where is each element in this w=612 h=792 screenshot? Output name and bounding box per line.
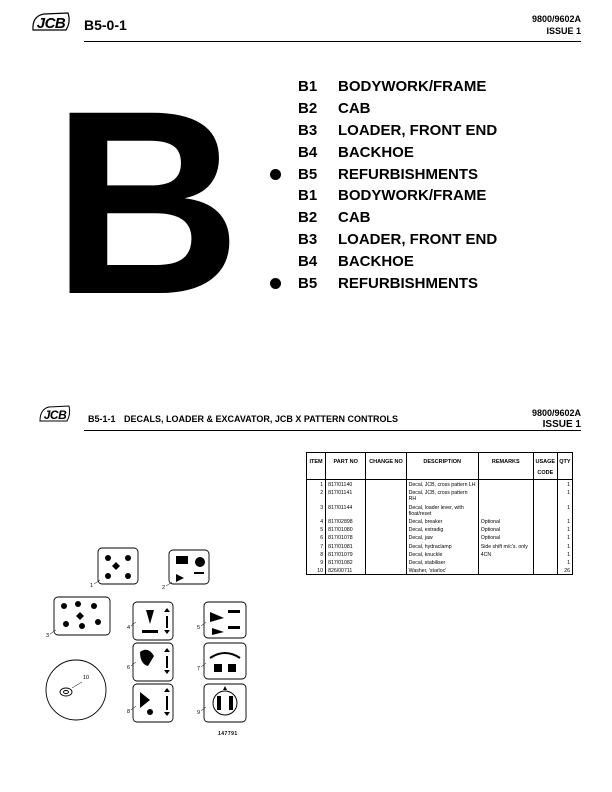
cell-usage-code: [533, 517, 557, 525]
jcb-logo: [38, 404, 72, 426]
cell-description: Decal, hydraclamp: [406, 542, 478, 550]
cell-usage-code: [533, 480, 557, 489]
cell-qty: 1: [557, 525, 572, 533]
contents-item-code: B5: [298, 274, 318, 292]
column-header-description: DESCRIPTION: [406, 453, 478, 480]
cell-item: 2: [307, 488, 326, 502]
current-section-bullet-icon: [270, 278, 281, 289]
cell-change-no: [366, 542, 406, 550]
column-header-usage-code: USAGE CODE: [533, 453, 557, 480]
cell-change-no: [366, 558, 406, 566]
cell-change-no: [366, 533, 406, 541]
column-header-part-no: PART NO: [326, 453, 366, 480]
contents-item-code: B4: [298, 252, 318, 270]
cell-description: Washer, 'starloc': [406, 566, 478, 575]
cell-remarks: [478, 566, 533, 575]
callout-number: 9: [197, 710, 201, 716]
parts-table-header: [307, 453, 573, 480]
table-row: [307, 503, 573, 517]
cell-qty: 1: [557, 517, 572, 525]
cell-remarks: [478, 503, 533, 517]
contents-item: [298, 141, 497, 163]
washer-hole: [60, 688, 72, 696]
contents-item-title: BODYWORK/FRAME: [338, 78, 487, 96]
table-row: [307, 566, 573, 575]
cell-usage-code: [533, 525, 557, 533]
header-rule: [84, 41, 581, 42]
cell-item: 5: [307, 525, 326, 533]
contents-item-code: B3: [298, 121, 318, 139]
cell-change-no: [366, 488, 406, 502]
decal-4-symbols: [142, 608, 170, 634]
cell-qty: 1: [557, 488, 572, 502]
cell-change-no: [366, 550, 406, 558]
cell-description: Decal, extradig: [406, 525, 478, 533]
cell-part-no: 817/01078: [326, 533, 366, 541]
decal-2-symbols: [176, 556, 205, 582]
contents-item: [298, 163, 497, 185]
table-row: [307, 517, 573, 525]
contents-item-code: B2: [298, 100, 318, 118]
contents-item-code: B3: [298, 230, 318, 248]
contents-item-title: LOADER, FRONT END: [338, 230, 498, 248]
cell-qty: 1: [557, 558, 572, 566]
table-row: [307, 550, 573, 558]
cell-qty: 1: [557, 503, 572, 517]
contents-item-title: REFURBISHMENTS: [338, 274, 479, 292]
callout-number: 3: [46, 633, 50, 639]
callout-number: 2: [162, 585, 166, 591]
cell-description: Decal, breaker: [406, 517, 478, 525]
cell-usage-code: [533, 503, 557, 517]
cell-part-no: 817/01144: [326, 503, 366, 517]
section-contents-list: [298, 76, 497, 294]
contents-item: [298, 272, 497, 294]
cell-change-no: [366, 503, 406, 517]
contents-item-code: B4: [298, 143, 318, 161]
contents-item-code: B5: [298, 165, 318, 183]
contents-item-title: LOADER, FRONT END: [338, 121, 498, 139]
cell-part-no: 817/01082: [326, 558, 366, 566]
cell-remarks: Optional: [478, 525, 533, 533]
cell-item: 7: [307, 542, 326, 550]
callout-numbers: [46, 583, 200, 716]
parts-section-title: DECALS, LOADER & EXCAVATOR, JCB X PATTERN CONTROLS: [124, 414, 399, 424]
jcb-logo-text: JCB: [43, 408, 67, 422]
page-code: B5-0-1: [84, 17, 127, 33]
table-row: [307, 558, 573, 566]
cell-change-no: [366, 525, 406, 533]
cell-item: 1: [307, 480, 326, 489]
contents-item: [298, 120, 497, 142]
cell-description: Decal, knuckle: [406, 550, 478, 558]
callout-number: 8: [127, 709, 131, 715]
column-header-change-no: CHANGE NO: [366, 453, 406, 480]
cell-usage-code: [533, 533, 557, 541]
table-row: [307, 488, 573, 502]
contents-item-title: REFURBISHMENTS: [338, 165, 479, 183]
section-rule: [84, 430, 581, 431]
cell-description: Decal, stabiliser: [406, 558, 478, 566]
current-section-bullet-icon: [270, 169, 281, 180]
cell-remarks: [478, 558, 533, 566]
cell-item: 10: [307, 566, 326, 575]
contents-item: [298, 76, 497, 98]
cell-qty: 1: [557, 550, 572, 558]
cell-remarks: Optional: [478, 517, 533, 525]
document-number: 9800/9602A: [531, 408, 581, 418]
decal-layout-illustration: [36, 540, 276, 740]
cell-item: 4: [307, 517, 326, 525]
document-reference: [532, 407, 581, 431]
column-header-qty: QTY: [557, 453, 572, 480]
cell-qty: 1: [557, 542, 572, 550]
cell-description: Decal, loader lever, with float/reset: [406, 503, 478, 517]
parts-section-heading: [88, 414, 398, 424]
cell-item: 8: [307, 550, 326, 558]
cell-item: 9: [307, 558, 326, 566]
callout-number: 1: [90, 583, 94, 589]
cell-usage-code: [533, 558, 557, 566]
cell-usage-code: [533, 488, 557, 502]
contents-item-title: BODYWORK/FRAME: [338, 187, 487, 205]
contents-item-title: BACKHOE: [338, 252, 414, 270]
cell-qty: 26: [557, 566, 572, 575]
washer-outline: [46, 660, 106, 720]
cell-remarks: [478, 488, 533, 502]
cell-qty: 1: [557, 480, 572, 489]
contents-item-code: B1: [298, 187, 318, 205]
callout-number: 5: [197, 625, 201, 631]
callout-number: 4: [127, 625, 131, 631]
decal-3-symbols: [61, 601, 101, 629]
figure-number: 147791: [218, 731, 238, 737]
decal-2-outline: [169, 550, 209, 584]
column-header-item: ITEM: [307, 453, 326, 480]
cell-description: Decal, jaw: [406, 533, 478, 541]
cell-remarks: Optional: [478, 533, 533, 541]
contents-item-title: CAB: [338, 100, 371, 118]
cell-item: 6: [307, 533, 326, 541]
decal-6-symbols: [140, 648, 170, 674]
decal-7-symbols: [210, 653, 240, 672]
cell-change-no: [366, 517, 406, 525]
callout-number: 10: [83, 675, 90, 681]
parts-table: [306, 452, 573, 575]
contents-item-title: BACKHOE: [338, 143, 414, 161]
contents-item-code: B1: [298, 78, 318, 96]
cell-usage-code: [533, 550, 557, 558]
issue-label: ISSUE 1: [542, 419, 581, 430]
cell-change-no: [366, 480, 406, 489]
table-row: [307, 480, 573, 489]
contents-item: [298, 229, 497, 251]
parts-section-code: B5-1-1: [88, 414, 116, 424]
cell-part-no: 817/01079: [326, 550, 366, 558]
table-row: [307, 542, 573, 550]
cell-description: Decal, JCB, cross pattern LH: [406, 480, 478, 489]
cell-part-no: 817/01140: [326, 480, 366, 489]
decal-7-outline: [204, 643, 246, 679]
contents-item-code: B2: [298, 209, 318, 227]
contents-item: [298, 207, 497, 229]
table-row: [307, 533, 573, 541]
decal-9-symbols: [213, 686, 237, 715]
contents-item: [298, 250, 497, 272]
jcb-logo-text: JCB: [36, 14, 66, 32]
cell-part-no: 817/01081: [326, 542, 366, 550]
callout-number: 7: [197, 666, 201, 672]
cell-description: Decal, JCB, cross pattern RH: [406, 488, 478, 502]
table-row: [307, 525, 573, 533]
decal-8-symbols: [140, 688, 170, 716]
cell-remarks: 4CN: [478, 550, 533, 558]
cell-part-no: 817/01080: [326, 525, 366, 533]
jcb-logo: [30, 10, 72, 36]
contents-item: [298, 185, 497, 207]
cell-item: 3: [307, 503, 326, 517]
cell-part-no: 826/00711: [326, 566, 366, 575]
cell-remarks: [478, 480, 533, 489]
cell-change-no: [366, 566, 406, 575]
contents-item: [298, 98, 497, 120]
issue-label: ISSUE 1: [546, 26, 581, 36]
contents-item-title: CAB: [338, 209, 371, 227]
cell-qty: 1: [557, 533, 572, 541]
callout-number: 6: [127, 665, 131, 671]
cell-part-no: 817/01141: [326, 488, 366, 502]
decal-1-symbols: [105, 555, 131, 579]
cell-remarks: Side shift m/c's. only: [478, 542, 533, 550]
section-letter: B: [52, 56, 238, 349]
cell-part-no: 817/02898: [326, 517, 366, 525]
cell-usage-code: [533, 566, 557, 575]
cell-usage-code: [533, 542, 557, 550]
document-number: 9800/9602A: [531, 14, 581, 24]
document-reference: [532, 13, 581, 37]
decal-5-symbols: [210, 610, 240, 635]
column-header-remarks: REMARKS: [478, 453, 533, 480]
